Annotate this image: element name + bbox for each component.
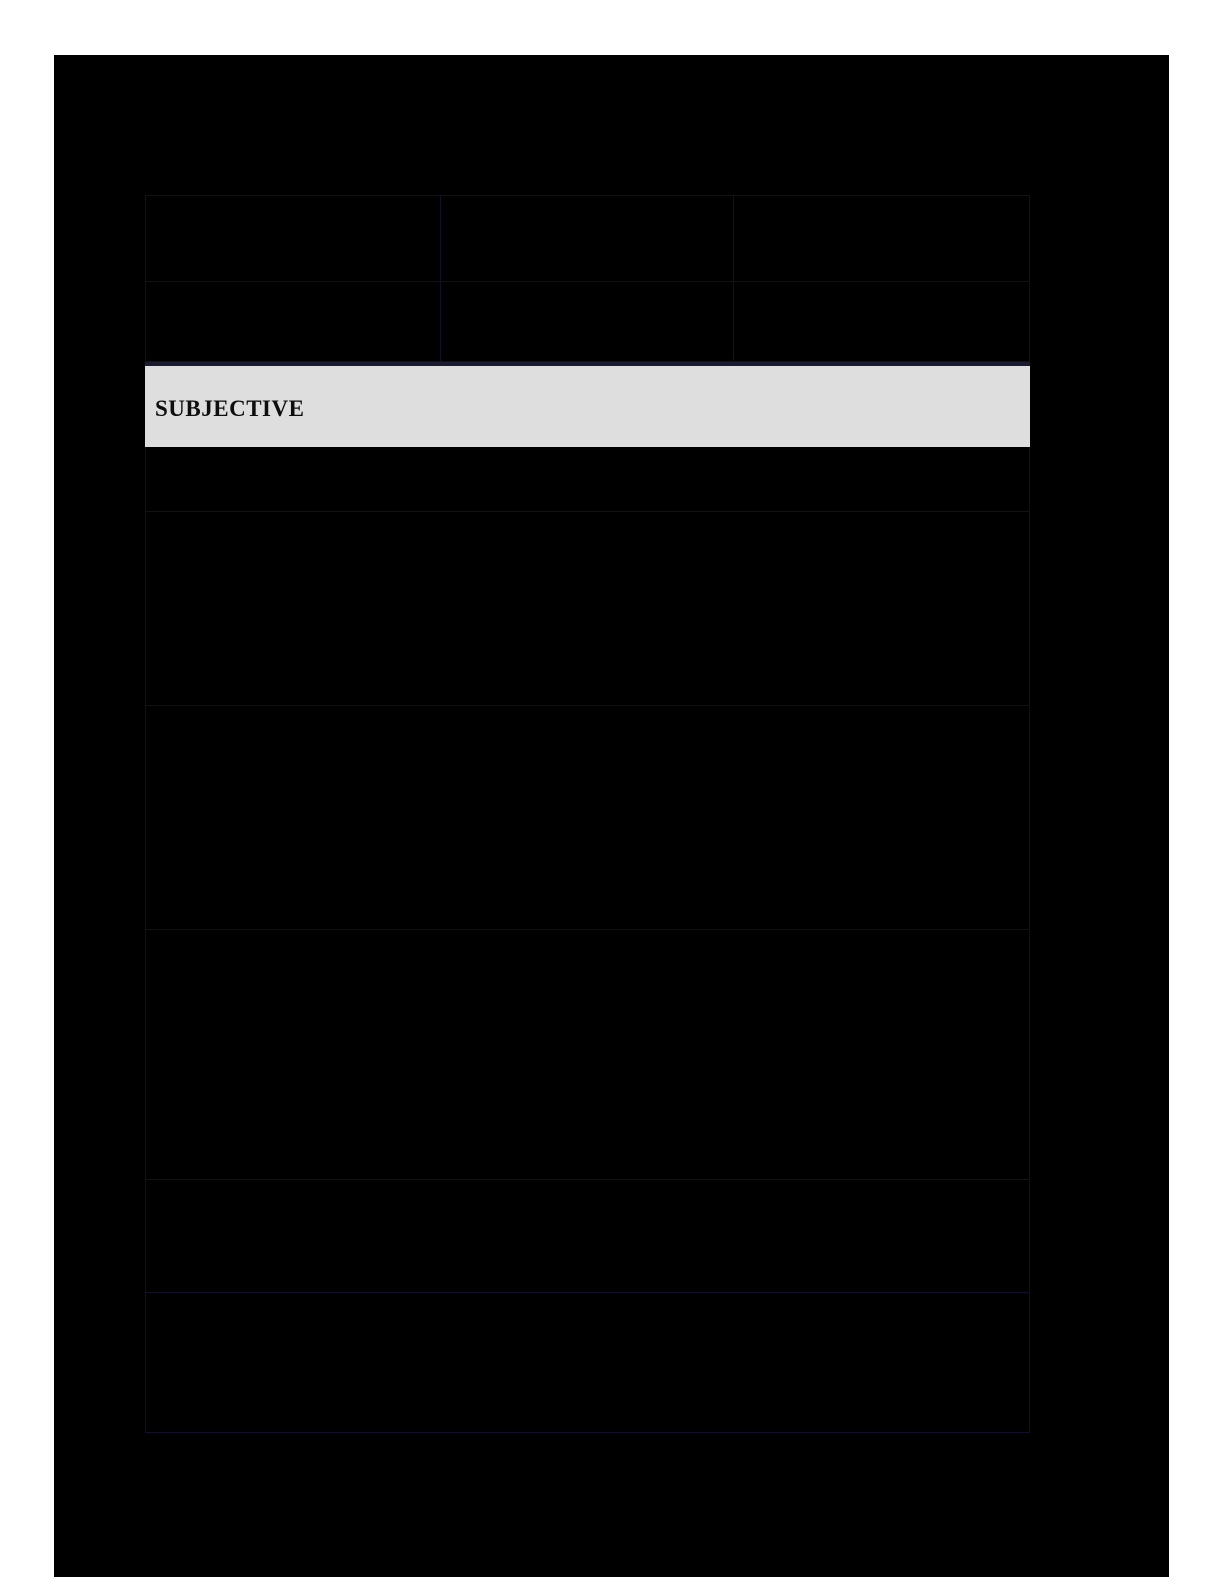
table-row [146,930,1029,1180]
header-cell-r1c1 [146,196,441,282]
table-row [146,1293,1029,1432]
header-cell-r1c2 [441,196,734,282]
table-header-grid [145,195,1030,362]
table-row [146,512,1029,706]
subjective-section-label: SUBJECTIVE [155,395,305,421]
header-cell-r2c1 [146,282,441,361]
section-body-rows [145,447,1030,1433]
soap-note-table [145,195,1030,1433]
header-cell-r2c3 [734,282,1029,361]
table-row [146,1180,1029,1293]
subjective-section-band [145,362,1030,447]
header-cell-r2c2 [441,282,734,361]
header-cell-r1c3 [734,196,1029,282]
document-page [54,55,1169,1577]
table-row [146,706,1029,930]
table-row [146,447,1029,512]
